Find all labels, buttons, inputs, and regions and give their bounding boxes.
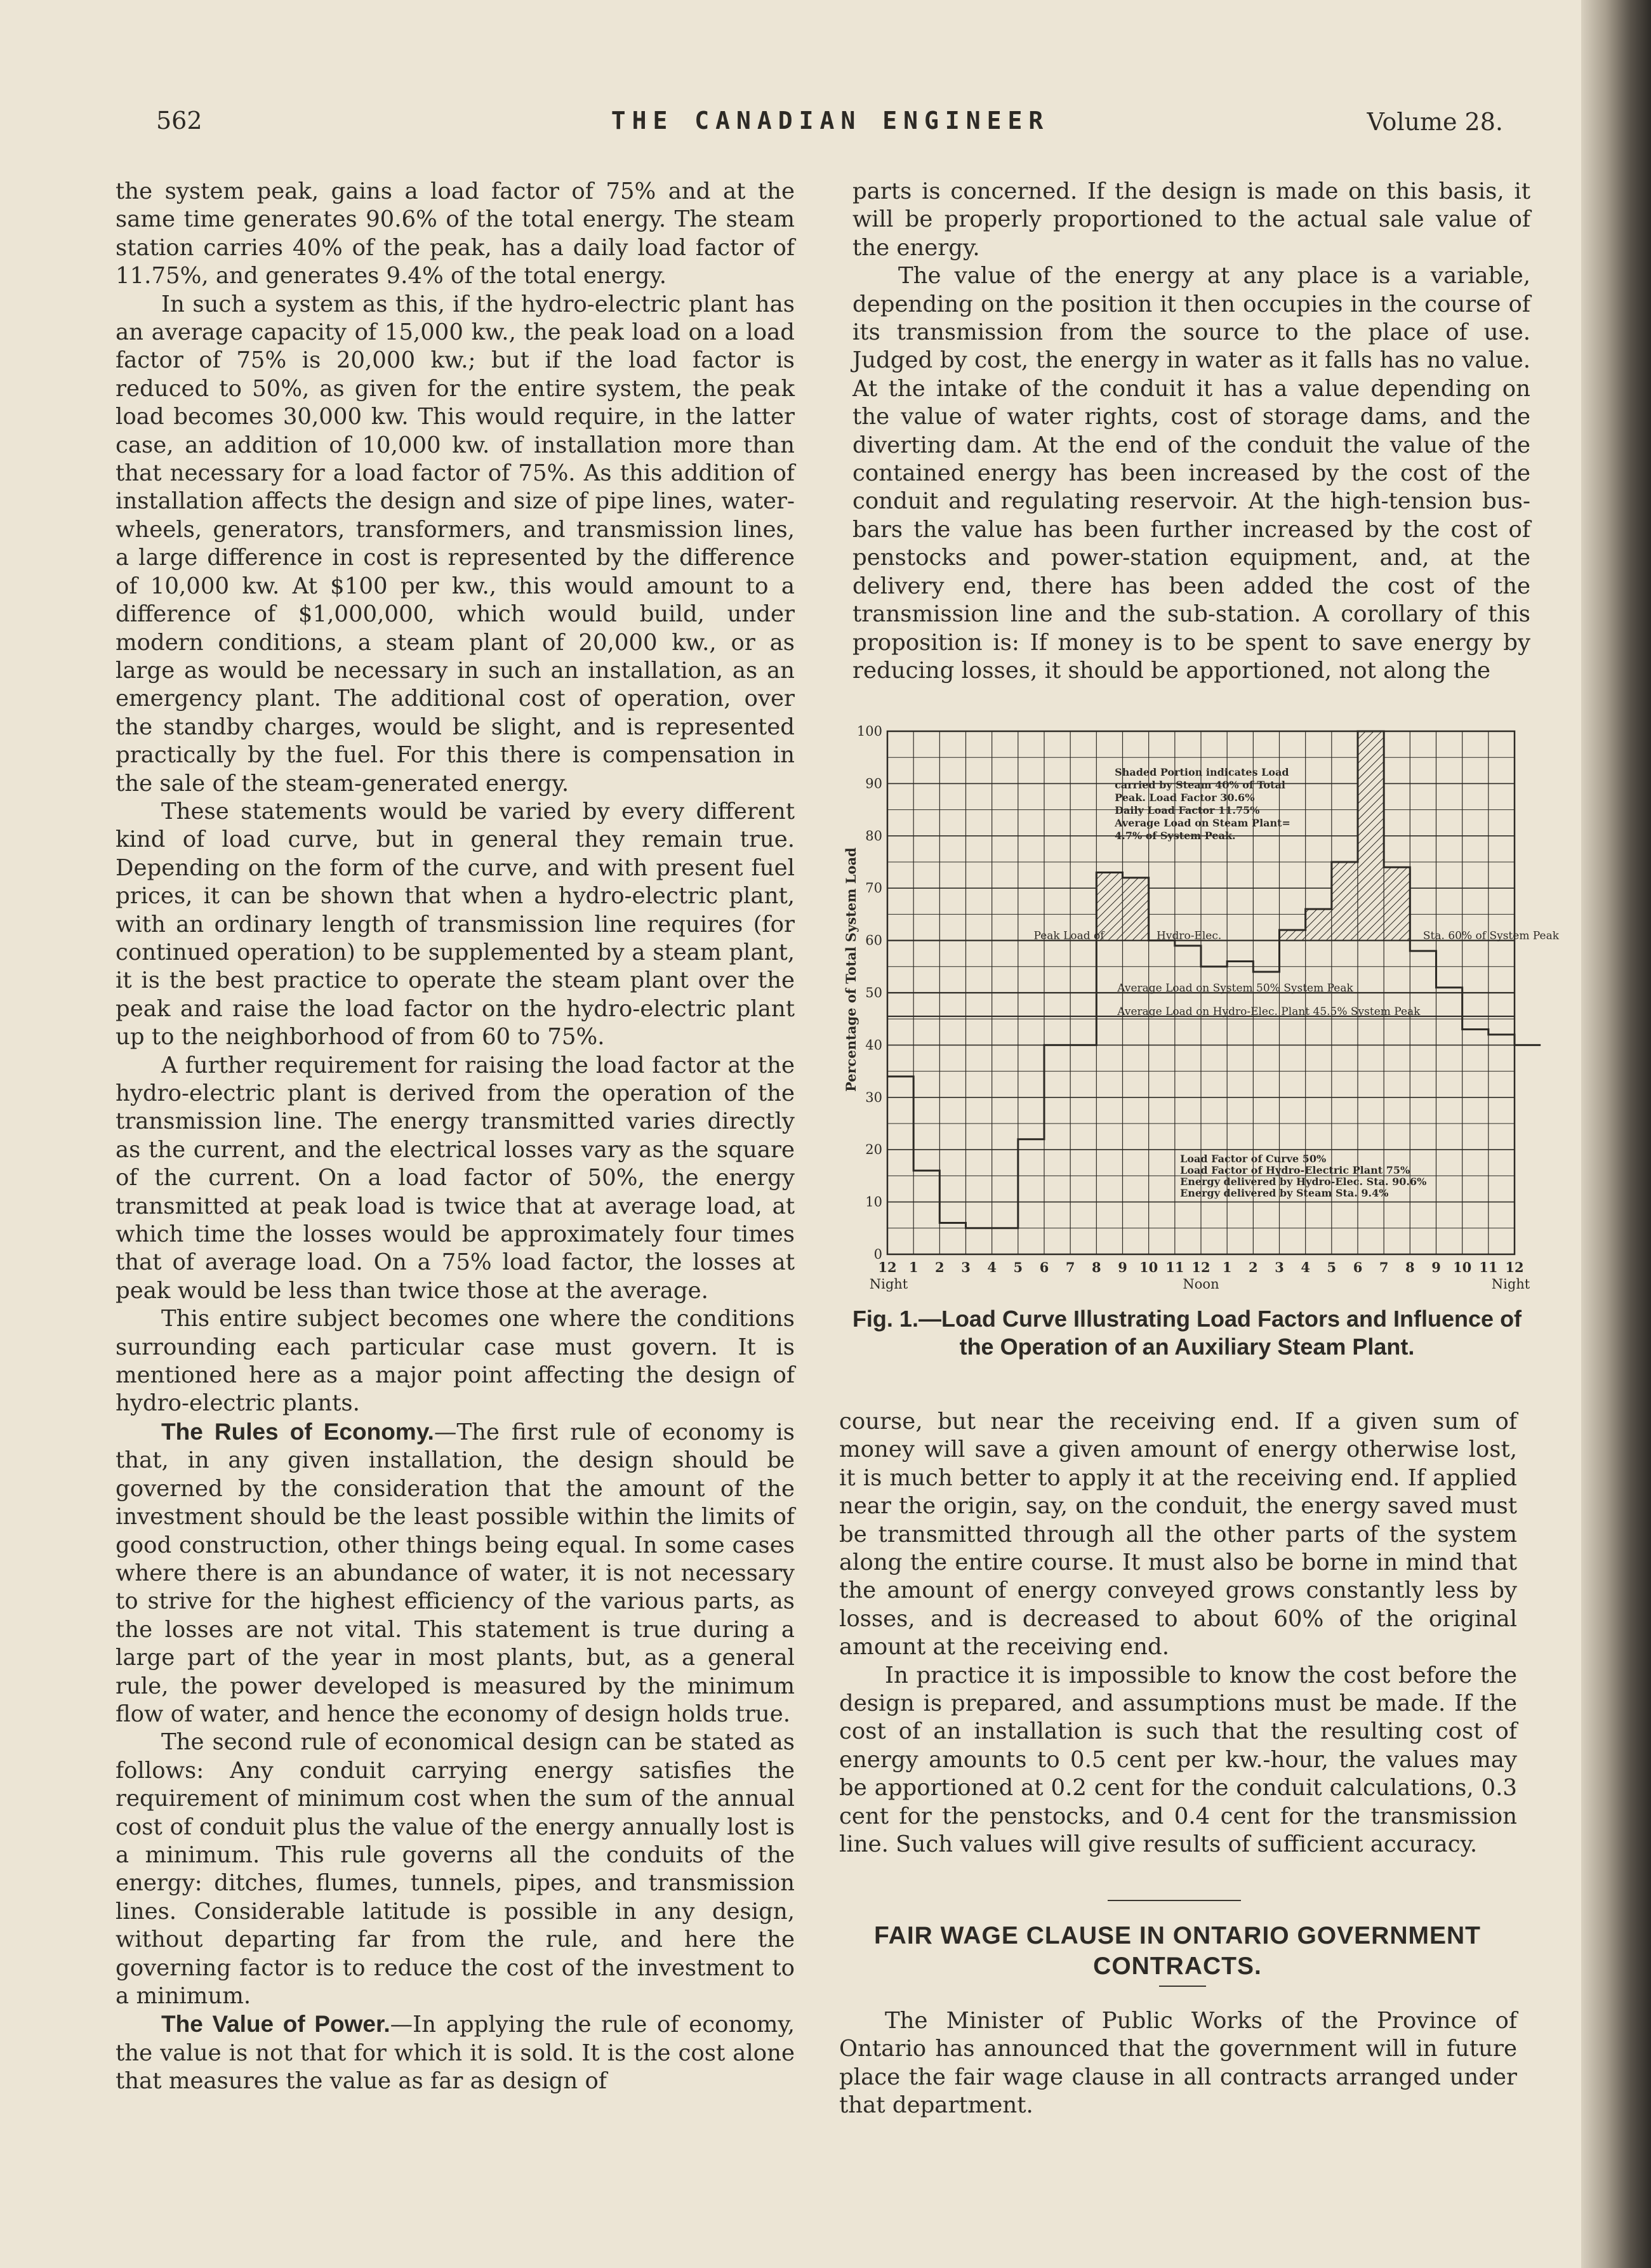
shaded-note-line: Average Load on Steam Plant=	[1115, 817, 1290, 830]
x-tick-label: 11	[1165, 1259, 1184, 1275]
x-tick-label: 1	[908, 1259, 918, 1275]
x-tick-label: 5	[1327, 1259, 1337, 1275]
paragraph: parts is concerned. If the design is made on this basis, it will be properly proportioned to the actual sale value of the energy.	[852, 178, 1530, 261]
x-sublabel-night-start: Night	[869, 1277, 908, 1292]
paragraph: These statements would be varied by every different kind of load curve, but in general they remain true. Depending on the form of the curve, and with present fuel prices, it can be shown that when a hydro-electric plant, with an ordinary length of transmission line requires (for continued operation) to be supplemented by a steam plant, it is the best practice to operate the steam plant over the peak and raise the load factor on the hydro-electric plant up to the neighborhood of from 60 to 75%.	[116, 798, 795, 1051]
y-tick-label: 80	[865, 828, 882, 844]
label-station-peak: Sta. 60% of System Peak	[1422, 929, 1560, 943]
y-tick-label: 90	[865, 776, 882, 792]
x-tick-label: 6	[1353, 1259, 1363, 1275]
y-tick-label: 50	[865, 985, 882, 1000]
paragraph: The second rule of economical design can be stated as follows: Any conduit carrying energy satisfies the requirement of minimum cost when the sum of the annual cost of conduit plus the value of the energy annually lost is a minimum. This rule governs all the conduits of the energy: ditches, flumes, tunnels, pipes, and transmission lines. Considerable latitude is possible in any design, without departing far from the rule, and here the governing factor is to reduce the cost of the investment to a minimum.	[116, 1729, 795, 2009]
paragraph: A further requirement for raising the load factor at the hydro-electric plant is derived from the operation of the transmission line. The energy transmitted varies directly as the current, and the electrical losses vary as the square of the current. On a load factor of 50%, the energy transmitted at peak load is twice that at average load, at which time the losses would be approximately four times that of average load. On a 75% load factor, the losses at peak would be less than twice those at the average.	[116, 1052, 795, 1304]
factor-note-line: Load Factor of Hydro-Electric Plant 75%	[1180, 1164, 1410, 1176]
label-average-system: Average Load on System 50% System Peak	[1117, 981, 1353, 995]
x-tick-label: 7	[1379, 1259, 1389, 1275]
x-tick-label: 11	[1479, 1259, 1498, 1275]
figure-caption: Fig. 1.—Load Curve Illustrating Load Factors and Influence of the Operation of an Auxiliary Steam Plant.	[852, 1306, 1522, 1360]
shaded-note-line: Daily Load Factor 11.75%	[1115, 804, 1260, 817]
paragraph-text: —The first rule of economy is that, in any given installation, the design should be governed by the consideration that the amount of the investment should be the least possible within the limits of good construction, other things being equal. In some cases where there is an abundance of water, it is not necessary to strive for the highest efficiency of the various parts, as the losses are not vital. This statement is true during a large part of the year in most plants, but, as a general rule, the power developed is measured by the minimum flow of water, and hence the economy of design holds true.	[116, 1419, 795, 1727]
steam-load-bar	[1384, 867, 1410, 940]
paragraph-rules-of-economy	[116, 1418, 795, 1728]
chart-notes	[1034, 766, 1560, 1199]
paragraph: The Minister of Public Works of the Province of Ontario has announced that the government will in future place the fair wage clause in all contracts arranged under that department.	[839, 2008, 1517, 2119]
steam-load-bar	[1280, 930, 1306, 940]
x-tick-label: 12	[1505, 1259, 1524, 1275]
paragraph: This entire subject becomes one where the conditions surrounding each particular case must govern. It is mentioned here as a major point affecting the design of hydro-electric plants.	[116, 1306, 795, 1417]
paragraph-text: —In applying the rule of economy, the value is not that for which it is sold. It is the cost alone that measures the value as far as design of	[116, 2012, 795, 2095]
label-hydro-elec: Hydro-Elec.	[1157, 929, 1222, 943]
x-tick-label: 5	[1013, 1259, 1023, 1275]
right-column-bottom	[839, 1408, 1517, 1890]
factor-note-line: Load Factor of Curve 50%	[1180, 1152, 1327, 1165]
x-tick-label: 8	[1405, 1259, 1415, 1275]
y-tick-label: 40	[865, 1037, 882, 1053]
x-tick-label: 8	[1092, 1259, 1101, 1275]
steam-load-bar	[1123, 878, 1149, 941]
x-tick-label: 1	[1222, 1259, 1232, 1275]
paragraph: The value of the energy at any place is a variable, depending on the position it then occupies in the course of its transmission from the source to the place of use. Judged by cost, the energy in water as it falls has no value. At the intake of the conduit it has a value depending on the value of water rights, cost of storage dams, and the diverting dam. At the end of the conduit the value of the contained energy has been increased by the cost of the conduit and regulating reservoir. At the high-tension bus-bars the value has been further increased by the cost of penstocks and power-station equipment, and, at the delivery end, there has been added the cost of the transmission line and the sub-station. A corollary of this proposition is: If money is to be spent to save energy by reducing losses, it should be apportioned, not along the	[852, 263, 1530, 684]
x-tick-label: 9	[1118, 1259, 1127, 1275]
running-header	[151, 107, 1509, 145]
y-tick-label: 70	[865, 880, 882, 896]
y-tick-label: 100	[856, 724, 882, 739]
paragraph: course, but near the receiving end. If a given sum of money will save a given amount of energy otherwise lost, it is much better to apply it at the receiving end. If applied near the origin, say, on the conduit, the energy saved must be transmitted through all the other parts of the system along the entire course. It must also be borne in mind that the amount of energy conveyed grows constantly less by losses, and is decreased to about 60% of the original amount at the receiving end.	[839, 1409, 1517, 1661]
shaded-note-line: Shaded Portion indicates Load	[1115, 766, 1289, 779]
book-spine-shadow	[1581, 0, 1651, 2268]
label-peak-load: Peak Load of	[1033, 929, 1104, 943]
x-tick-label: 2	[1249, 1259, 1258, 1275]
closing-article	[839, 2007, 1517, 2134]
load-curve-chart	[838, 717, 1560, 1301]
x-tick-label: 6	[1039, 1259, 1049, 1275]
y-tick-label: 20	[865, 1142, 882, 1158]
factor-note-line: Energy delivered by Steam Sta. 9.4%	[1180, 1186, 1389, 1199]
y-tick-label: 60	[865, 932, 882, 948]
paragraph-value-of-power	[116, 2010, 795, 2095]
paragraph: In practice it is impossible to know the cost before the design is prepared, and assumptions must be made. If the cost of an installation is such that the resulting cost of energy amounts to 0.5 cent per kw.-hour, the values may be apportioned at 0.2 cent for the conduit calculations, 0.3 cent for the penstocks, and 0.4 cent for the transmission line. Such values will give results of sufficient accuracy.	[839, 1662, 1517, 1858]
steam-load-bar	[1332, 862, 1358, 941]
x-tick-label: 7	[1065, 1259, 1075, 1275]
x-tick-label: 12	[1191, 1259, 1210, 1275]
paragraph: the system peak, gains a load factor of 75% and at the same time generates 90.6% of the total energy. The steam station carries 40% of the peak, has a daily load factor of 11.75%, and generates 9.4% of the total energy.	[116, 178, 795, 289]
x-tick-label: 4	[987, 1259, 997, 1275]
right-column-top	[852, 178, 1530, 705]
y-tick-label: 10	[865, 1194, 882, 1210]
paragraph: In such a system as this, if the hydro-electric plant has an average capacity of 15,000 kw., the peak load on a load factor of 75% is 20,000 kw.; but if the load factor is reduced to 50%, as given for the entire system, the peak load becomes 30,000 kw. This would require, in the latter case, an addition of 10,000 kw. of installation more than that necessary for a load factor of 75%. As this addition of installation affects the design and size of pipe lines, water-wheels, generators, transformers, and transmission lines, a large difference in cost is represented by the difference of 10,000 kw. At $100 per kw., this would amount to a difference of $1,000,000, which would build, under modern conditions, a steam plant of 20,000 kw., or as large as would be necessary in such an installation, as an emergency plant. The additional cost of operation, over the standby charges, would be slight, and is represented practically by the fuel. For this there is compensation in the sale of the steam-generated energy.	[116, 291, 795, 797]
x-tick-label: 12	[878, 1259, 897, 1275]
x-sublabel-night-end: Night	[1491, 1277, 1530, 1292]
x-tick-label: 3	[1275, 1259, 1284, 1275]
left-column	[116, 178, 795, 2095]
volume-label: Volume 28.	[1367, 108, 1503, 136]
x-tick-label: 9	[1431, 1259, 1441, 1275]
y-tick-label: 30	[865, 1089, 882, 1105]
load-curve-figure	[838, 717, 1560, 1301]
x-tick-label: 4	[1301, 1259, 1310, 1275]
x-tick-label: 2	[935, 1259, 945, 1275]
steam-load-bar	[1358, 731, 1384, 941]
run-in-heading: The Value of Power.	[161, 2011, 390, 2038]
journal-title: THE CANADIAN ENGINEER	[611, 107, 1050, 135]
page-number: 562	[156, 107, 202, 135]
shaded-note-line: Peak. Load Factor 30.6%	[1115, 792, 1255, 804]
x-tick-label: 3	[961, 1259, 971, 1275]
x-tick-label: 10	[1453, 1259, 1472, 1275]
shaded-note-line: 4.7% of System Peak.	[1115, 830, 1236, 842]
x-tick-label: 10	[1139, 1259, 1158, 1275]
y-tick-label: 0	[873, 1247, 882, 1262]
x-sublabel-noon: Noon	[1183, 1277, 1219, 1292]
section-divider	[1108, 1900, 1241, 1901]
label-average-hydro: Average Load on Hydro-Elec. Plant 45.5% System Peak	[1117, 1005, 1421, 1018]
title-underline	[1159, 1986, 1206, 1987]
steam-load-bar	[1306, 909, 1332, 940]
y-axis-label: Percentage of Total System Load	[843, 847, 859, 1092]
section-title: FAIR WAGE CLAUSE IN ONTARIO GOVERNMENT CONTRACTS.	[874, 1922, 1481, 1980]
factor-note-line: Energy delivered by Hydro-Elec. Sta. 90.6%	[1180, 1175, 1427, 1188]
run-in-heading: The Rules of Economy.	[161, 1418, 434, 1445]
shaded-note-line: carried by Steam 40% of Total	[1115, 779, 1285, 792]
